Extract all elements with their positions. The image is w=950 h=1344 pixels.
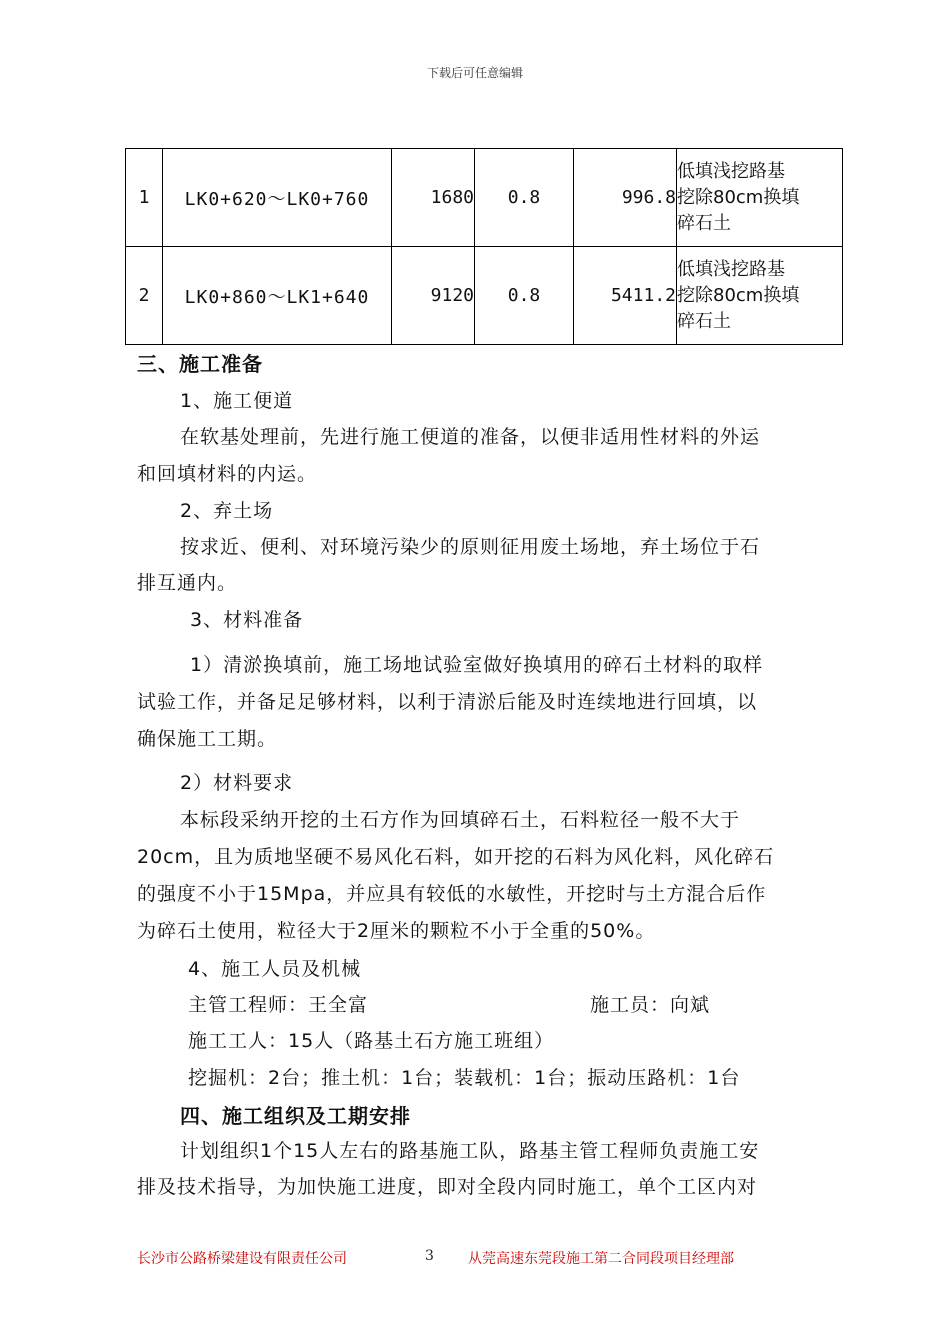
softbase-table [125, 148, 843, 345]
footer-project: 从莞高速东莞段施工第二合同段项目经理部 [468, 1251, 734, 1267]
paragraph-line: 试验工作，并备足足够材料，以利于清淤后能及时连续地进行回填，以 [137, 691, 758, 713]
page-header: 下载后可任意编辑 [426, 66, 523, 80]
paragraph-line: 计划组织1个15人左右的路基施工队，路基主管工程师负责施工安 [180, 1140, 760, 1162]
section-3-2-title: 2、弃土场 [180, 500, 274, 522]
cell-volume: 5411.2 [574, 247, 677, 345]
cell-range: LK0+860～LK1+640 [163, 247, 392, 345]
cell-length: 9120 [392, 247, 475, 345]
section-3-4-title: 4、施工人员及机械 [188, 958, 362, 980]
paragraph-line: 20cm，且为质地坚硬不易风化石料，如开挖的石料为风化料，风化碎石 [137, 846, 775, 868]
note-line: 低填浅挖路基 [677, 160, 785, 182]
section-3-3-title: 3、材料准备 [190, 609, 304, 631]
note-line: 碎石土 [677, 212, 731, 234]
paragraph-line: 排互通内。 [137, 572, 238, 594]
cell-note [677, 149, 843, 247]
construction-staff: 施工员：向斌 [590, 994, 711, 1016]
cell-range: LK0+620～LK0+760 [163, 149, 392, 247]
paragraph-line: 按求近、便利、对环境污染少的原则征用废土场地，弃土场位于石 [180, 536, 761, 558]
paragraph-line: 为碎石土使用，粒径大于2厘米的颗粒不小于全重的50%。 [137, 920, 656, 942]
table-row [126, 149, 843, 247]
section-3-1-title: 1、施工便道 [180, 390, 294, 412]
paragraph-line: 确保施工工期。 [137, 728, 278, 750]
workers: 施工工人：15人（路基土石方施工班组） [188, 1030, 555, 1052]
chief-engineer: 主管工程师：王全富 [188, 994, 369, 1016]
table-row [126, 247, 843, 345]
note-line: 挖除80cm换填 [677, 284, 800, 306]
page-number: 3 [425, 1248, 434, 1264]
cell-volume: 996.8 [574, 149, 677, 247]
section-3-title: 三、施工准备 [137, 352, 263, 376]
cell-depth: 0.8 [475, 149, 574, 247]
cell-length: 1680 [392, 149, 475, 247]
note-line: 碎石土 [677, 310, 731, 332]
note-line: 低填浅挖路基 [677, 258, 785, 280]
cell-index: 2 [126, 247, 163, 345]
note-line: 挖除80cm换填 [677, 186, 800, 208]
paragraph-line: 本标段采纳开挖的土石方作为回填碎石土，石料粒径一般不大于 [180, 809, 741, 831]
paragraph-line: 排及技术指导，为加快施工进度，即对全段内同时施工，单个工区内对 [137, 1176, 758, 1198]
cell-depth: 0.8 [475, 247, 574, 345]
section-4-title: 四、施工组织及工期安排 [180, 1104, 411, 1128]
paragraph-line: 的强度不小于15Mpa，并应具有较低的水敏性，开挖时与土方混合后作 [137, 883, 767, 905]
paragraph-line: 和回填材料的内运。 [137, 463, 318, 485]
footer-company: 长沙市公路桥梁建设有限责任公司 [137, 1251, 347, 1267]
section-3-3-2-title: 2）材料要求 [180, 772, 294, 794]
paragraph-line: 1）清淤换填前，施工场地试验室做好换填用的碎石土材料的取样 [190, 654, 764, 676]
cell-note [677, 247, 843, 345]
machines: 挖掘机：2台；推土机：1台；装载机：1台；振动压路机：1台 [188, 1067, 741, 1089]
cell-index: 1 [126, 149, 163, 247]
paragraph-line: 在软基处理前，先进行施工便道的准备，以便非适用性材料的外运 [180, 426, 761, 448]
